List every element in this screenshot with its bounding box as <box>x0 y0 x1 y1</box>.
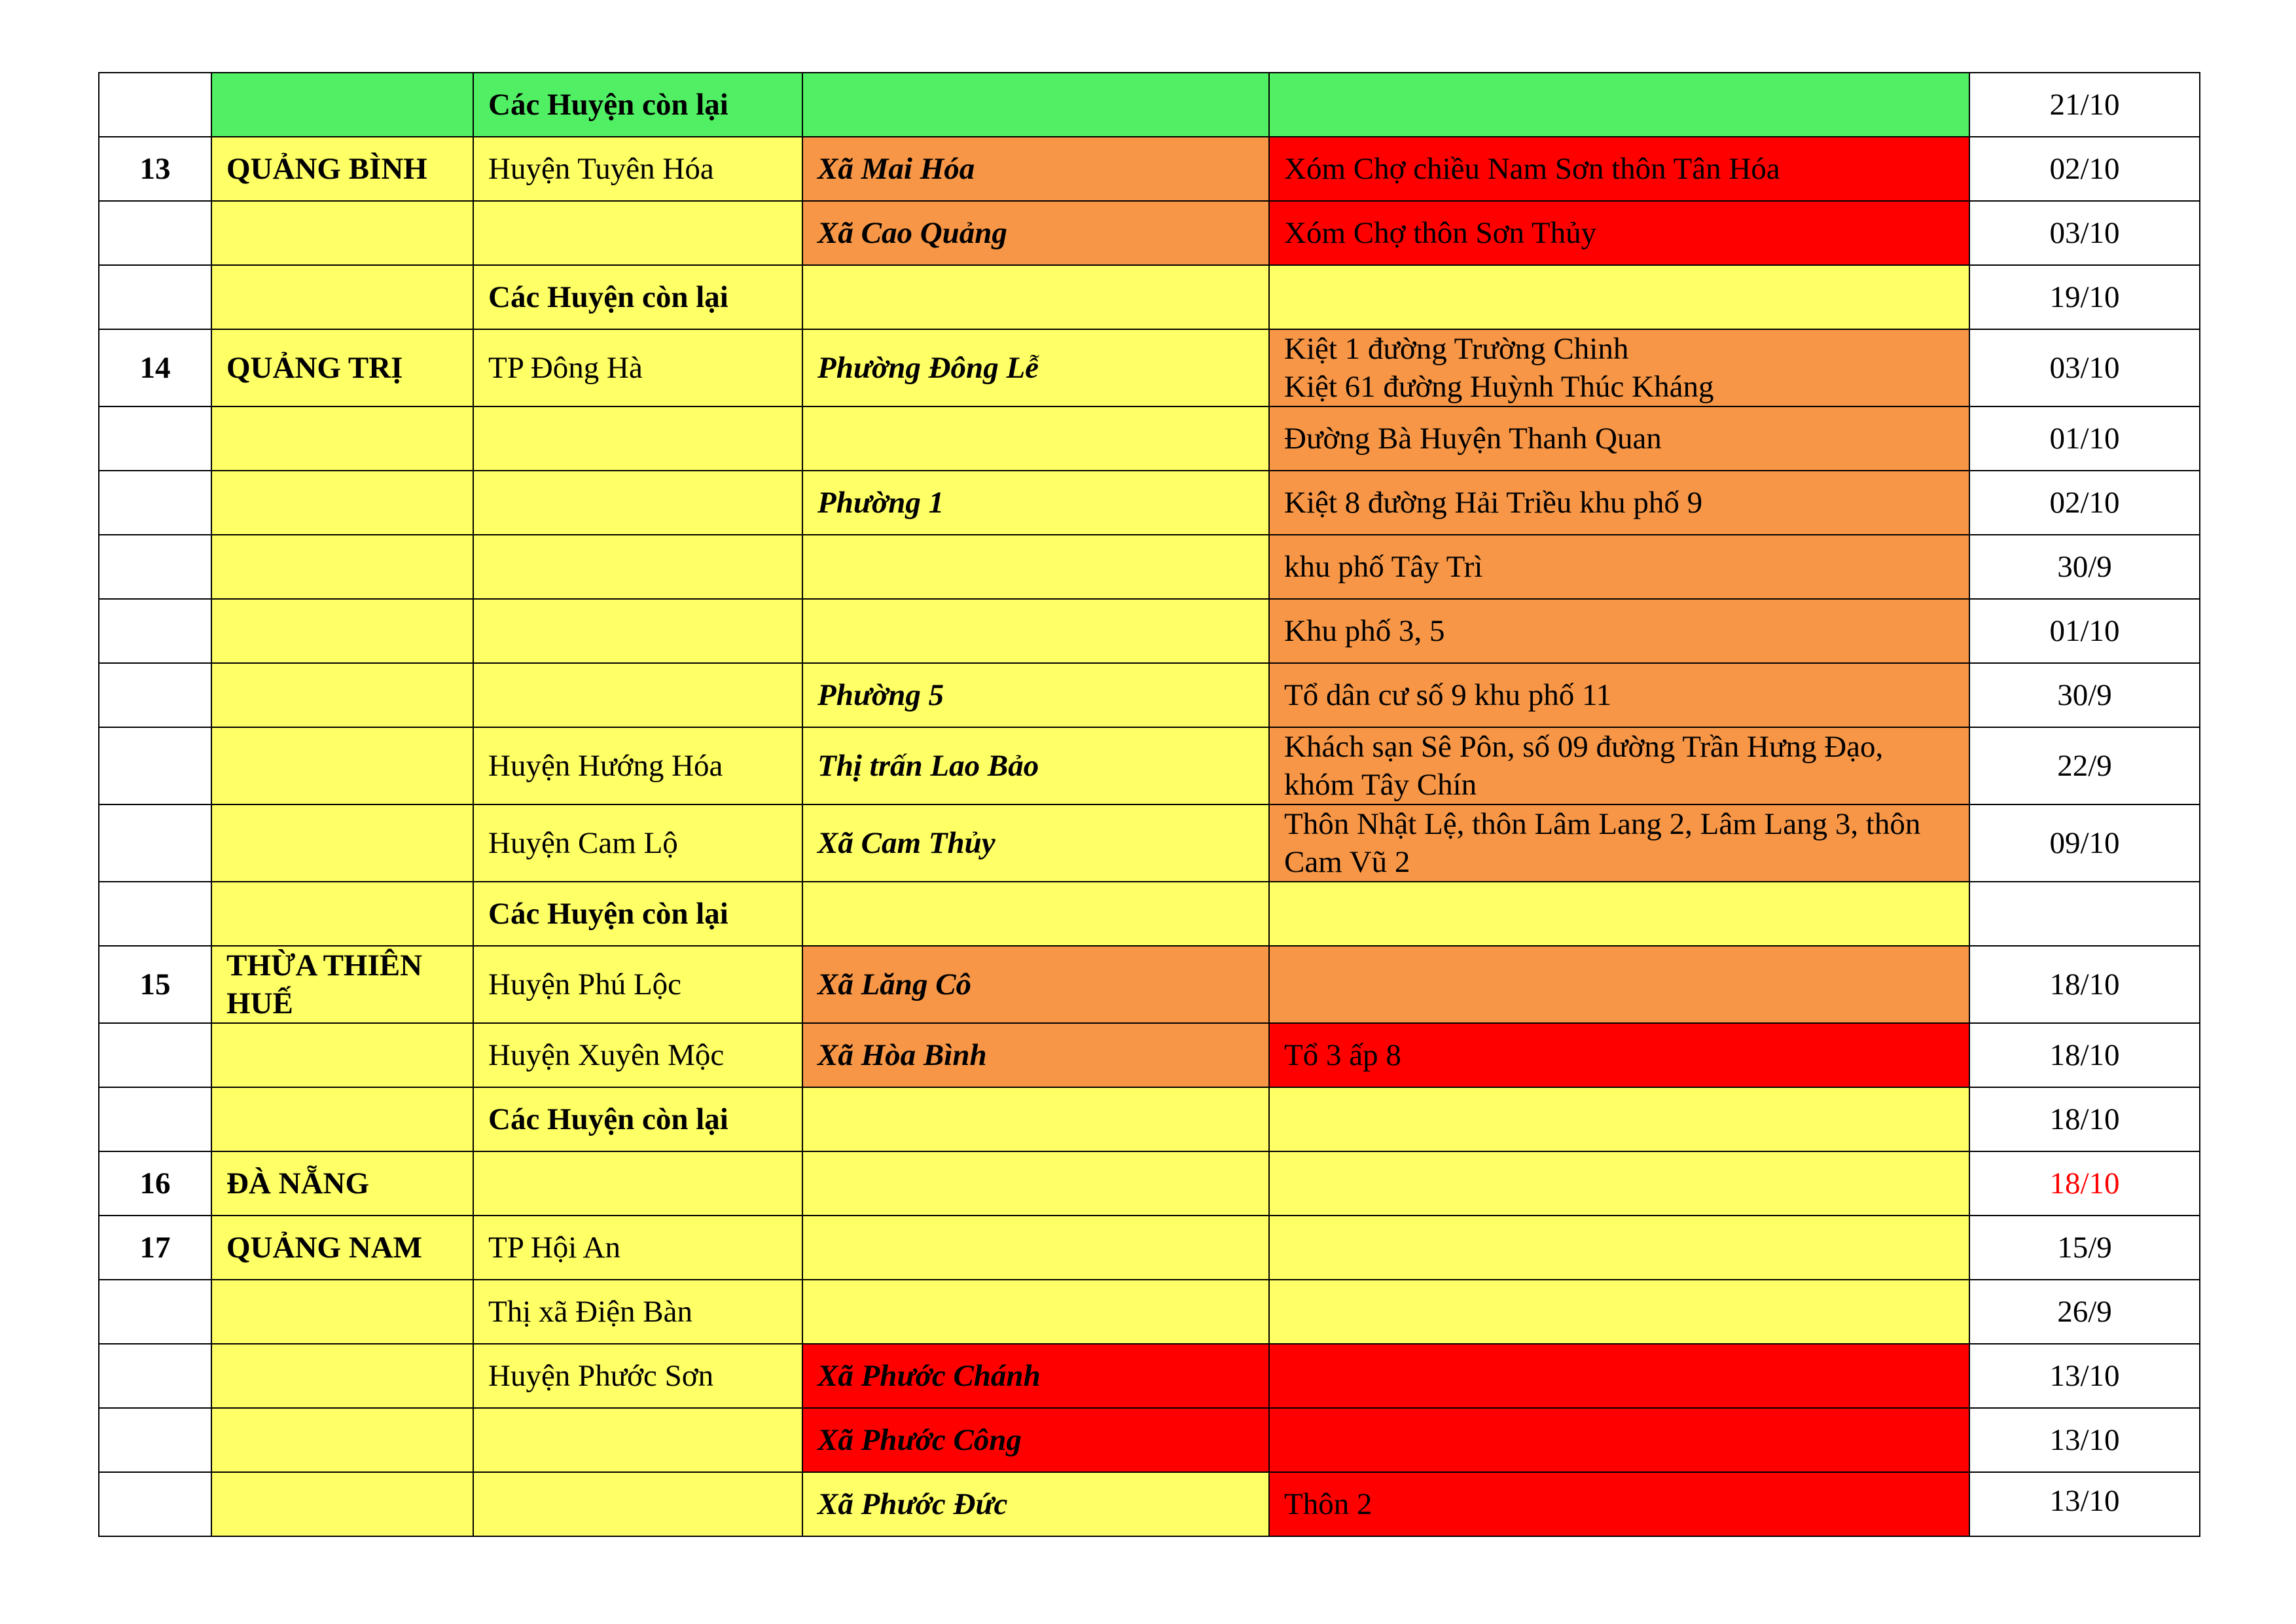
district-cell: Thị xã Điện Bàn <box>473 1280 802 1344</box>
area-cell: Đường Bà Huyện Thanh Quan <box>1269 406 1969 471</box>
date-cell: 13/10 <box>1969 1472 2200 1536</box>
province-cell <box>211 727 473 804</box>
row-number <box>99 1023 211 1087</box>
ward-cell <box>802 73 1269 137</box>
province-cell <box>211 599 473 663</box>
ward-cell <box>802 535 1269 599</box>
date-cell: 21/10 <box>1969 73 2200 137</box>
row-number <box>99 1344 211 1408</box>
row-number: 17 <box>99 1216 211 1280</box>
table-row <box>99 471 2200 535</box>
area-cell <box>1269 265 1969 329</box>
province-cell: QUẢNG NAM <box>211 1216 473 1280</box>
province-cell <box>211 1023 473 1087</box>
district-cell: Huyện Cam Lộ <box>473 804 802 882</box>
date-cell: 18/10 <box>1969 946 2200 1023</box>
ward-cell: Xã Cao Quảng <box>802 201 1269 265</box>
table-row <box>99 1087 2200 1151</box>
ward-cell <box>802 265 1269 329</box>
ward-cell: Xã Phước Chánh <box>802 1344 1269 1408</box>
date-cell: 03/10 <box>1969 201 2200 265</box>
area-cell: khu phố Tây Trì <box>1269 535 1969 599</box>
row-number <box>99 1280 211 1344</box>
table-row <box>99 882 2200 946</box>
table-row <box>99 201 2200 265</box>
date-cell: 01/10 <box>1969 599 2200 663</box>
district-cell: TP Hội An <box>473 1216 802 1280</box>
district-cell <box>473 1408 802 1472</box>
date-cell: 13/10 <box>1969 1408 2200 1472</box>
ward-cell <box>802 1216 1269 1280</box>
date-cell: 09/10 <box>1969 804 2200 882</box>
row-number <box>99 535 211 599</box>
district-cell: Các Huyện còn lại <box>473 1087 802 1151</box>
district-cell: Huyện Tuyên Hóa <box>473 137 802 201</box>
province-cell: QUẢNG BÌNH <box>211 137 473 201</box>
district-cell: Các Huyện còn lại <box>473 265 802 329</box>
date-cell: 02/10 <box>1969 137 2200 201</box>
province-cell <box>211 406 473 471</box>
table-row <box>99 599 2200 663</box>
row-number: 16 <box>99 1151 211 1216</box>
date-cell: 30/9 <box>1969 663 2200 727</box>
row-number <box>99 201 211 265</box>
province-cell: QUẢNG TRỊ <box>211 329 473 406</box>
table-row <box>99 663 2200 727</box>
district-cell <box>473 535 802 599</box>
district-cell <box>473 599 802 663</box>
province-cell: ĐÀ NẴNG <box>211 1151 473 1216</box>
row-number <box>99 727 211 804</box>
area-cell: Kiệt 1 đường Trường Chinh Kiệt 61 đường Huỳnh Thúc Kháng <box>1269 329 1969 406</box>
area-cell: Xóm Chợ thôn Sơn Thủy <box>1269 201 1969 265</box>
table-row <box>99 1344 2200 1408</box>
district-cell <box>473 406 802 471</box>
date-cell: 01/10 <box>1969 406 2200 471</box>
row-number <box>99 804 211 882</box>
ward-cell: Phường Đông Lễ <box>802 329 1269 406</box>
province-cell: THỪA THIÊN HUẾ <box>211 946 473 1023</box>
table-row <box>99 73 2200 137</box>
date-cell: 19/10 <box>1969 265 2200 329</box>
date-cell <box>1969 882 2200 946</box>
province-cell <box>211 73 473 137</box>
district-cell: Huyện Xuyên Mộc <box>473 1023 802 1087</box>
row-number <box>99 1087 211 1151</box>
area-cell <box>1269 1216 1969 1280</box>
district-cell <box>473 1472 802 1536</box>
date-cell: 02/10 <box>1969 471 2200 535</box>
row-number <box>99 1408 211 1472</box>
ward-cell <box>802 882 1269 946</box>
table-row <box>99 1023 2200 1087</box>
ward-cell <box>802 1087 1269 1151</box>
area-cell: Thôn 2 <box>1269 1472 1969 1536</box>
area-cell <box>1269 882 1969 946</box>
province-cell <box>211 1087 473 1151</box>
province-cell <box>211 471 473 535</box>
row-number <box>99 882 211 946</box>
province-cell <box>211 265 473 329</box>
ward-cell: Xã Lăng Cô <box>802 946 1269 1023</box>
ward-cell: Xã Hòa Bình <box>802 1023 1269 1087</box>
district-cell <box>473 471 802 535</box>
outbreak-zone-table <box>98 72 2200 1537</box>
date-cell: 18/10 <box>1969 1087 2200 1151</box>
ward-cell: Xã Phước Công <box>802 1408 1269 1472</box>
table-row <box>99 329 2200 406</box>
district-cell: TP Đông Hà <box>473 329 802 406</box>
table-row <box>99 946 2200 1023</box>
province-cell <box>211 804 473 882</box>
table-row <box>99 727 2200 804</box>
row-number <box>99 663 211 727</box>
row-number <box>99 406 211 471</box>
area-cell: Khu phố 3, 5 <box>1269 599 1969 663</box>
province-cell <box>211 1472 473 1536</box>
district-cell: Các Huyện còn lại <box>473 73 802 137</box>
district-cell: Các Huyện còn lại <box>473 882 802 946</box>
table-row <box>99 1408 2200 1472</box>
area-cell <box>1269 1151 1969 1216</box>
ward-cell <box>802 1151 1269 1216</box>
province-cell <box>211 1344 473 1408</box>
table-row <box>99 1151 2200 1216</box>
date-cell: 18/10 <box>1969 1023 2200 1087</box>
province-cell <box>211 201 473 265</box>
ward-cell <box>802 406 1269 471</box>
district-cell <box>473 663 802 727</box>
date-cell: 13/10 <box>1969 1344 2200 1408</box>
row-number <box>99 265 211 329</box>
row-number <box>99 599 211 663</box>
ward-cell: Xã Phước Đức <box>802 1472 1269 1536</box>
date-cell: 22/9 <box>1969 727 2200 804</box>
area-cell: Tổ 3 ấp 8 <box>1269 1023 1969 1087</box>
district-cell: Huyện Hướng Hóa <box>473 727 802 804</box>
table-row <box>99 1280 2200 1344</box>
area-cell: Khách sạn Sê Pôn, số 09 đường Trần Hưng Đạo, khóm Tây Chín <box>1269 727 1969 804</box>
row-number <box>99 471 211 535</box>
row-number <box>99 73 211 137</box>
area-cell: Thôn Nhật Lệ, thôn Lâm Lang 2, Lâm Lang 3, thôn Cam Vũ 2 <box>1269 804 1969 882</box>
area-cell: Kiệt 8 đường Hải Triều khu phố 9 <box>1269 471 1969 535</box>
ward-cell: Phường 1 <box>802 471 1269 535</box>
table-row <box>99 406 2200 471</box>
table-row <box>99 137 2200 201</box>
ward-cell: Thị trấn Lao Bảo <box>802 727 1269 804</box>
table-row <box>99 804 2200 882</box>
district-cell <box>473 201 802 265</box>
area-cell <box>1269 946 1969 1023</box>
table-row <box>99 535 2200 599</box>
area-cell <box>1269 1280 1969 1344</box>
date-cell: 15/9 <box>1969 1216 2200 1280</box>
ward-cell <box>802 599 1269 663</box>
district-cell: Huyện Phước Sơn <box>473 1344 802 1408</box>
province-cell <box>211 663 473 727</box>
district-cell <box>473 1151 802 1216</box>
area-cell <box>1269 1087 1969 1151</box>
area-cell <box>1269 1408 1969 1472</box>
row-number: 15 <box>99 946 211 1023</box>
date-cell: 30/9 <box>1969 535 2200 599</box>
date-cell: 18/10 <box>1969 1151 2200 1216</box>
date-cell: 03/10 <box>1969 329 2200 406</box>
province-cell <box>211 882 473 946</box>
table-row <box>99 1472 2200 1536</box>
row-number <box>99 1472 211 1536</box>
area-cell <box>1269 73 1969 137</box>
area-cell <box>1269 1344 1969 1408</box>
ward-cell <box>802 1280 1269 1344</box>
province-cell <box>211 535 473 599</box>
area-cell: Xóm Chợ chiều Nam Sơn thôn Tân Hóa <box>1269 137 1969 201</box>
province-cell <box>211 1408 473 1472</box>
table-row <box>99 265 2200 329</box>
row-number: 13 <box>99 137 211 201</box>
table-row <box>99 1216 2200 1280</box>
ward-cell: Xã Cam Thủy <box>802 804 1269 882</box>
province-cell <box>211 1280 473 1344</box>
ward-cell: Xã Mai Hóa <box>802 137 1269 201</box>
area-cell: Tổ dân cư số 9 khu phố 11 <box>1269 663 1969 727</box>
ward-cell: Phường 5 <box>802 663 1269 727</box>
date-cell: 26/9 <box>1969 1280 2200 1344</box>
district-cell: Huyện Phú Lộc <box>473 946 802 1023</box>
row-number: 14 <box>99 329 211 406</box>
